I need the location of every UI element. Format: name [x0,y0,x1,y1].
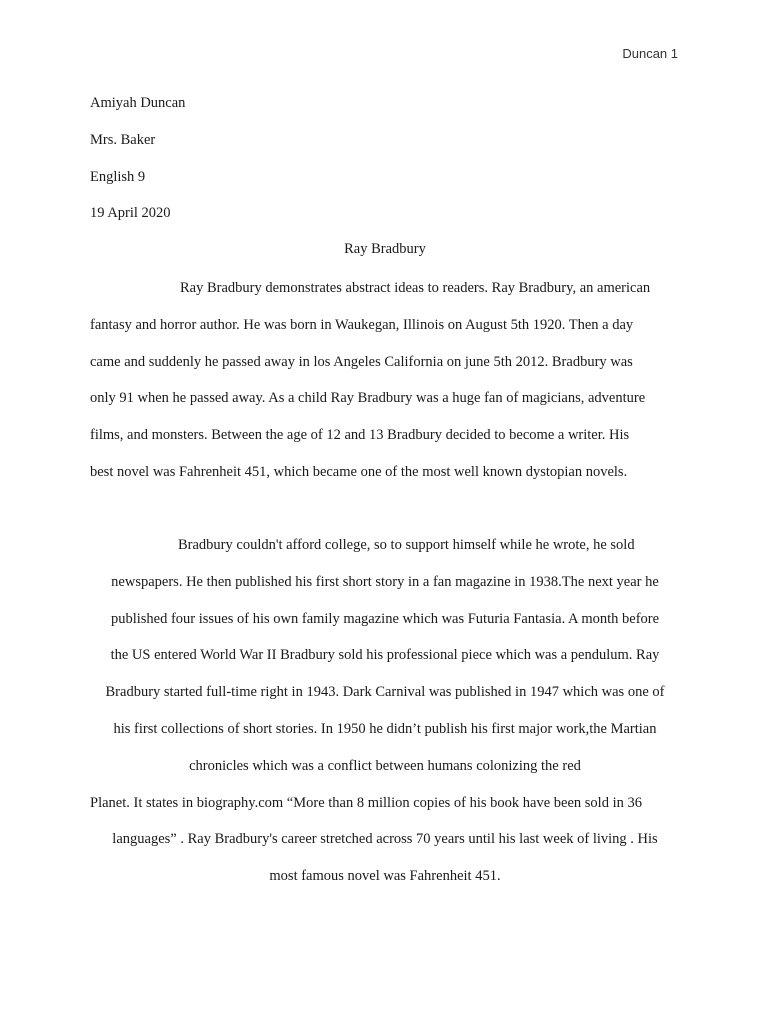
running-head: Duncan 1 [622,46,678,61]
paragraph-2-line: Planet. It states in biography.com “More than 8 million copies of his book have been sold in 36 [90,794,642,811]
paragraph-2 [90,536,680,904]
student-name: Amiyah Duncan [90,95,186,111]
paragraph-1 [90,279,680,500]
paragraph-2-line: most famous novel was Fahrenheit 451. [269,868,501,885]
paragraph-2-line: Bradbury started full-time right in 1943. Dark Carnival was published in 1947 which was one of [105,684,665,701]
paragraph-1-line: only 91 when he passed away. As a child Ray Bradbury was a huge fan of magicians, adventure [90,390,646,407]
essay-title: Ray Bradbury [344,241,426,257]
paragraph-1-line: Ray Bradbury demonstrates abstract ideas to readers. Ray Bradbury, an american [180,280,651,296]
essay-date: 19 April 2020 [90,205,171,222]
paragraph-2-line: published four issues of his own family magazine which was Futuria Fantasia. A month before [110,610,660,627]
paragraph-1-line: fantasy and horror author. He was born in Waukegan, Illinois on August 5th 1920. Then a day [90,316,634,333]
paragraph-2-line: his first collections of short stories. In 1950 he didn’t publish his first major work,the Martian [113,720,657,737]
paragraph-1-line: came and suddenly he passed away in los Angeles California on june 5th 2012. Bradbury was [90,353,633,370]
paragraph-2-line: languages” . Ray Bradbury's career stretched across 70 years until his last week of living . His [112,831,658,848]
paragraph-2-line: newspapers. He then published his first short story in a fan magazine in 1938.The next year he [111,573,659,590]
paragraph-2-line: the US entered World War II Bradbury sold his professional piece which was a pendulum. Ray [110,647,660,664]
paragraph-1-line: films, and monsters. Between the age of 12 and 13 Bradbury decided to become a writer. His [90,427,630,444]
paragraph-1-line: best novel was Fahrenheit 451, which became one of the most well known dystopian novels. [90,463,628,480]
paragraph-2-line: chronicles which was a conflict between humans colonizing the red [189,757,581,774]
paragraph-2-line: Bradbury couldn't afford college, so to support himself while he wrote, he sold [178,537,635,553]
teacher-name: Mrs. Baker [90,131,156,148]
course-name: English 9 [90,168,146,185]
mla-heading [90,94,680,241]
